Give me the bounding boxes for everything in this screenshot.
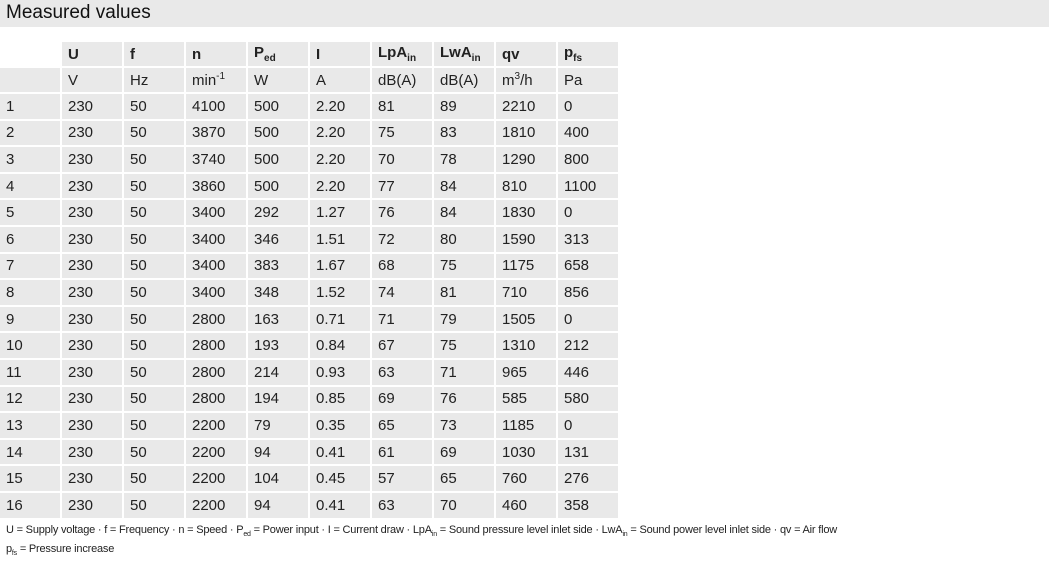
legend-line-1: [6, 524, 837, 538]
table-cell: 7: [0, 254, 62, 281]
table-cell: 230: [62, 227, 124, 254]
table-cell: 230: [62, 94, 124, 121]
unit-row: [0, 68, 620, 94]
table-cell: 84: [434, 174, 496, 201]
table-cell: 2200: [186, 493, 248, 520]
table-cell: 5: [0, 200, 62, 227]
table-cell: 69: [434, 440, 496, 467]
table-cell: 50: [124, 227, 186, 254]
table-cell: 0.35: [310, 413, 372, 440]
table-cell: 0.41: [310, 440, 372, 467]
table-cell: 1175: [496, 254, 558, 281]
table-cell: 3400: [186, 280, 248, 307]
table-cell: 2800: [186, 387, 248, 414]
table-cell: 1: [0, 94, 62, 121]
table-cell: 1310: [496, 333, 558, 360]
table-cell: 1505: [496, 307, 558, 334]
column-unit: [248, 68, 310, 94]
table-cell: 1590: [496, 227, 558, 254]
table-cell: 383: [248, 254, 310, 281]
table-row: [0, 360, 620, 387]
column-unit-label: min: [192, 72, 217, 89]
table-cell: 78: [434, 147, 496, 174]
table-cell: 348: [248, 280, 310, 307]
column-header: [248, 42, 310, 68]
table-cell: 400: [558, 121, 620, 148]
table-cell: 230: [62, 387, 124, 414]
table-cell: 89: [434, 94, 496, 121]
table-cell: 1185: [496, 413, 558, 440]
table-cell: 50: [124, 493, 186, 520]
table-cell: 0.41: [310, 493, 372, 520]
table-cell: 163: [248, 307, 310, 334]
table-cell: 69: [372, 387, 434, 414]
column-unit: [496, 68, 558, 94]
column-header-label: f: [130, 45, 135, 63]
column-header-label: P: [254, 44, 265, 61]
table-cell: 230: [62, 440, 124, 467]
table-cell: 0: [558, 413, 620, 440]
table-cell: 12: [0, 387, 62, 414]
table-row: [0, 413, 620, 440]
title-bar: [0, 0, 1049, 27]
table-cell: 2800: [186, 360, 248, 387]
table-row: [0, 440, 620, 467]
table-cell: 500: [248, 174, 310, 201]
table-cell: 965: [496, 360, 558, 387]
table-cell: 580: [558, 387, 620, 414]
table-cell: 80: [434, 227, 496, 254]
column-header-label: n: [192, 45, 202, 63]
legend-subscript: in: [622, 531, 628, 539]
table-row: [0, 174, 620, 201]
table-cell: 75: [434, 333, 496, 360]
table-cell: 0.85: [310, 387, 372, 414]
column-unit-label: A: [316, 71, 327, 89]
column-header: [310, 42, 372, 68]
table-cell: 72: [372, 227, 434, 254]
table-cell: 1.51: [310, 227, 372, 254]
table-cell: 50: [124, 280, 186, 307]
column-unit: [0, 68, 62, 94]
table-row: [0, 200, 620, 227]
table-cell: 50: [124, 466, 186, 493]
table-cell: 230: [62, 360, 124, 387]
table-cell: 79: [248, 413, 310, 440]
table-cell: 67: [372, 333, 434, 360]
legend-line-2: [6, 543, 114, 557]
table-cell: 500: [248, 121, 310, 148]
column-header-subscript: in: [407, 53, 417, 64]
column-unit-superscript: -1: [216, 71, 226, 82]
table-cell: 2800: [186, 307, 248, 334]
table-cell: 50: [124, 174, 186, 201]
legend-text: = Pressure increase: [16, 543, 115, 555]
table-cell: 810: [496, 174, 558, 201]
column-unit-label: Pa: [564, 71, 583, 89]
table-cell: 1030: [496, 440, 558, 467]
table-cell: 230: [62, 280, 124, 307]
table-cell: 50: [124, 387, 186, 414]
table-cell: 131: [558, 440, 620, 467]
column-unit-label: dB(A): [440, 71, 479, 89]
legend-text: U = Supply voltage · f = Frequency · n = Speed · P: [6, 524, 244, 536]
table-cell: 3400: [186, 200, 248, 227]
table-cell: 16: [0, 493, 62, 520]
column-header: [372, 42, 434, 68]
table-cell: 2.20: [310, 174, 372, 201]
column-header: [0, 42, 62, 68]
table-row: [0, 387, 620, 414]
table-cell: 230: [62, 174, 124, 201]
table-cell: 3870: [186, 121, 248, 148]
table-cell: 230: [62, 493, 124, 520]
table-cell: 2200: [186, 413, 248, 440]
table-cell: 71: [372, 307, 434, 334]
table-cell: 1.52: [310, 280, 372, 307]
table-cell: 84: [434, 200, 496, 227]
table-cell: 65: [372, 413, 434, 440]
column-header-label: qv: [502, 45, 520, 63]
table-cell: 71: [434, 360, 496, 387]
column-header: [496, 42, 558, 68]
table-cell: 3400: [186, 227, 248, 254]
table-cell: 3860: [186, 174, 248, 201]
table-cell: 2.20: [310, 121, 372, 148]
table-cell: 2: [0, 121, 62, 148]
table-cell: 2200: [186, 440, 248, 467]
table-cell: 50: [124, 200, 186, 227]
table-cell: 50: [124, 413, 186, 440]
table-cell: 68: [372, 254, 434, 281]
table-cell: 70: [372, 147, 434, 174]
column-unit: [62, 68, 124, 94]
table-cell: 276: [558, 466, 620, 493]
column-unit-label: m: [502, 72, 515, 89]
legend-subscript: fs: [11, 550, 17, 558]
table-cell: 230: [62, 333, 124, 360]
column-header-subscript: fs: [573, 53, 583, 64]
table-cell: 2.20: [310, 147, 372, 174]
table-cell: 1.67: [310, 254, 372, 281]
table-cell: 358: [558, 493, 620, 520]
table-cell: 63: [372, 360, 434, 387]
table-cell: 230: [62, 466, 124, 493]
table-cell: 2210: [496, 94, 558, 121]
table-cell: 1810: [496, 121, 558, 148]
table-cell: 75: [434, 254, 496, 281]
table-cell: 710: [496, 280, 558, 307]
table-cell: 346: [248, 227, 310, 254]
column-unit-label: W: [254, 71, 269, 89]
column-header-label: p: [564, 44, 574, 61]
table-cell: 0: [558, 307, 620, 334]
column-unit-tail: /h: [520, 72, 533, 89]
column-unit-label: Hz: [130, 71, 149, 89]
table-cell: 50: [124, 121, 186, 148]
table-row: [0, 333, 620, 360]
table-cell: 63: [372, 493, 434, 520]
table-cell: 75: [372, 121, 434, 148]
table-cell: 73: [434, 413, 496, 440]
table-cell: 2800: [186, 333, 248, 360]
table-cell: 10: [0, 333, 62, 360]
table-cell: 77: [372, 174, 434, 201]
column-unit: [124, 68, 186, 94]
table-cell: 1.27: [310, 200, 372, 227]
column-header-label: U: [68, 45, 79, 63]
column-header-label: LwA: [440, 44, 472, 61]
legend-text: p: [6, 543, 12, 555]
column-header-subscript: in: [471, 53, 481, 64]
column-unit: [310, 68, 372, 94]
table-cell: 3740: [186, 147, 248, 174]
column-unit: [186, 68, 248, 94]
table-cell: 4100: [186, 94, 248, 121]
column-unit-label: V: [68, 71, 79, 89]
table-cell: 61: [372, 440, 434, 467]
table-cell: 193: [248, 333, 310, 360]
column-unit: [372, 68, 434, 94]
table-cell: 50: [124, 307, 186, 334]
column-unit: [434, 68, 496, 94]
legend-subscript: ed: [243, 531, 251, 539]
table-cell: 446: [558, 360, 620, 387]
table-cell: 94: [248, 440, 310, 467]
legend-text: = Sound pressure level inlet side · LwA: [436, 524, 623, 536]
table-cell: 9: [0, 307, 62, 334]
table-cell: 14: [0, 440, 62, 467]
table-cell: 8: [0, 280, 62, 307]
table-cell: 6: [0, 227, 62, 254]
measured-values-table: [0, 42, 620, 520]
table-cell: 50: [124, 333, 186, 360]
table-cell: 4: [0, 174, 62, 201]
table-cell: 83: [434, 121, 496, 148]
table-cell: 1100: [558, 174, 620, 201]
column-unit-label: dB(A): [378, 71, 417, 89]
column-header-label: I: [316, 45, 321, 63]
table-cell: 214: [248, 360, 310, 387]
table-cell: 1290: [496, 147, 558, 174]
table-row: [0, 94, 620, 121]
table-cell: 0: [558, 200, 620, 227]
column-header-label: LpA: [378, 44, 408, 61]
table-row: [0, 227, 620, 254]
table-cell: 1830: [496, 200, 558, 227]
table-cell: 104: [248, 466, 310, 493]
table-cell: 2200: [186, 466, 248, 493]
table-row: [0, 147, 620, 174]
table-row: [0, 466, 620, 493]
table-cell: 0.71: [310, 307, 372, 334]
table-cell: 57: [372, 466, 434, 493]
table-cell: 50: [124, 94, 186, 121]
legend-text: = Sound power level inlet side · qv = Air flow: [627, 524, 838, 536]
table-cell: 79: [434, 307, 496, 334]
table-cell: 230: [62, 147, 124, 174]
table-row: [0, 307, 620, 334]
table-row: [0, 280, 620, 307]
table-cell: 50: [124, 440, 186, 467]
table-cell: 500: [248, 94, 310, 121]
table-cell: 230: [62, 200, 124, 227]
table-cell: 856: [558, 280, 620, 307]
column-header-subscript: ed: [264, 53, 276, 64]
table-cell: 460: [496, 493, 558, 520]
table-cell: 3400: [186, 254, 248, 281]
column-header: [62, 42, 124, 68]
legend-subscript: in: [431, 531, 437, 539]
table-cell: 94: [248, 493, 310, 520]
table-cell: 292: [248, 200, 310, 227]
table-cell: 13: [0, 413, 62, 440]
table-cell: 0: [558, 94, 620, 121]
table-cell: 2.20: [310, 94, 372, 121]
table-cell: 212: [558, 333, 620, 360]
table-cell: 0.84: [310, 333, 372, 360]
table-cell: 81: [372, 94, 434, 121]
table-cell: 76: [372, 200, 434, 227]
table-cell: 74: [372, 280, 434, 307]
table-cell: 230: [62, 254, 124, 281]
column-header: [434, 42, 496, 68]
table-cell: 230: [62, 121, 124, 148]
column-header: [124, 42, 186, 68]
column-unit-superscript: 3: [514, 71, 521, 82]
table-cell: 11: [0, 360, 62, 387]
table-cell: 760: [496, 466, 558, 493]
table-cell: 658: [558, 254, 620, 281]
table-cell: 81: [434, 280, 496, 307]
legend-text: = Power input · I = Current draw · LpA: [250, 524, 432, 536]
table-cell: 500: [248, 147, 310, 174]
table-row: [0, 121, 620, 148]
table-cell: 76: [434, 387, 496, 414]
column-header: [558, 42, 620, 68]
header-row: [0, 42, 620, 68]
column-header: [186, 42, 248, 68]
table-cell: 50: [124, 254, 186, 281]
table-cell: 313: [558, 227, 620, 254]
table-cell: 230: [62, 413, 124, 440]
table-cell: 65: [434, 466, 496, 493]
table-cell: 0.93: [310, 360, 372, 387]
page-title: Measured values: [6, 2, 151, 23]
table-cell: 3: [0, 147, 62, 174]
table-cell: 15: [0, 466, 62, 493]
table-row: [0, 254, 620, 281]
table-cell: 194: [248, 387, 310, 414]
table-cell: 70: [434, 493, 496, 520]
table-body: [0, 94, 620, 520]
table-cell: 585: [496, 387, 558, 414]
table-cell: 230: [62, 307, 124, 334]
table-cell: 800: [558, 147, 620, 174]
column-unit: [558, 68, 620, 94]
table-cell: 50: [124, 360, 186, 387]
table-cell: 0.45: [310, 466, 372, 493]
table-cell: 50: [124, 147, 186, 174]
table-row: [0, 493, 620, 520]
